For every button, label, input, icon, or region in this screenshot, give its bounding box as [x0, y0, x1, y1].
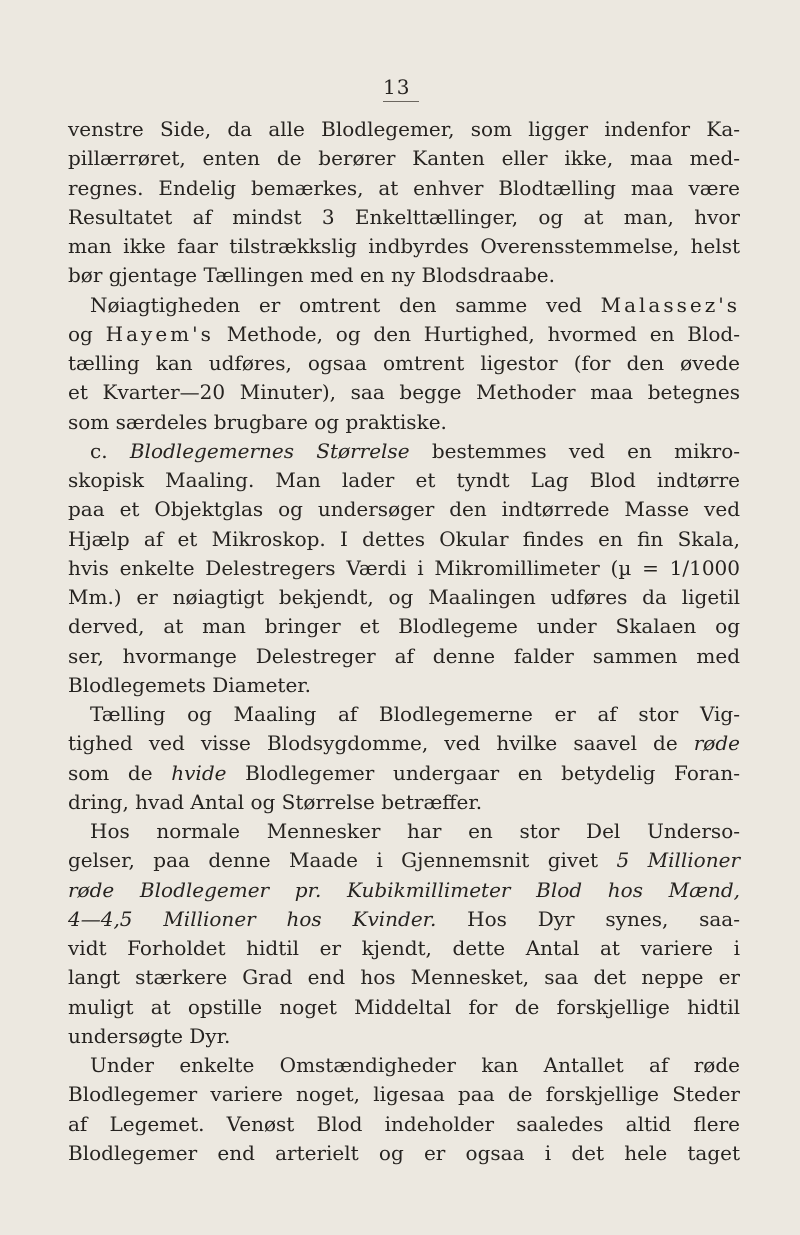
text-segment: Hos normale Mennesker har en stor Del Underso- [90, 819, 740, 843]
text-segment: Blodlegemer end arterielt og er ogsaa i det hele taget [68, 1140, 740, 1165]
emphasis-text: hvide [171, 760, 227, 785]
text-line [68, 349, 740, 378]
text-segment: Blodlegemer undergaar en betydelig Foran- [226, 760, 740, 785]
spaced-name: Malassez's [600, 292, 740, 317]
text-line [68, 963, 740, 992]
text-segment: Hos Dyr synes, saa- [436, 906, 740, 931]
text-segment: af Legemet. Venøst Blod indeholder saaledes altid flere [68, 1111, 740, 1136]
text-segment: Blodlegemer variere noget, ligesaa paa de forskjellige Steder [68, 1082, 740, 1107]
text-segment: og [68, 321, 106, 346]
emphasis-text: Blodlegemernes Størrelse [129, 438, 410, 463]
text-segment: derved, at man bringer et Blodlegeme under Skalaen og [68, 614, 740, 639]
text-segment: paa et Objektglas og undersøger den indtørrede Masse ved [68, 497, 740, 522]
text-segment: ser, hvormange Delestreger af denne falder sammen med [68, 643, 740, 668]
text-line [68, 1080, 740, 1109]
text-line [68, 993, 740, 1022]
text-segment: venstre Side, da alle Blodlegemer, som ligger indenfor Ka- [68, 117, 740, 141]
text-segment: bør gjentage Tællingen med en ny Blodsdraabe. [68, 263, 555, 288]
emphasis-text: røde Blodlegemer pr. Kubikmillimeter Blod hos Mænd, [68, 877, 740, 902]
text-line [68, 466, 740, 495]
text-segment: c. [90, 438, 130, 463]
text-line [68, 174, 740, 203]
text-line [68, 203, 740, 232]
text-segment: pillærrøret, enten de berører Kanten eller ikke, maa med- [68, 146, 740, 171]
text-segment: tælling kan udføres, ogsaa omtrent ligestor (for den øvede [68, 351, 740, 375]
text-line [68, 612, 740, 641]
text-segment: dring, hvad Antal og Størrelse betræffer. [68, 789, 483, 814]
text-segment: som de [68, 760, 172, 785]
text-segment: hvis enkelte Delestregers Værdi i Mikromillimeter (µ = 1/1000 [68, 555, 740, 580]
text-segment: Under enkelte Omstændigheder kan Antallet af røde [90, 1053, 740, 1077]
text-line [68, 232, 740, 261]
text-segment: skopisk Maaling. Man lader et tyndt Lag Blod indtørre [68, 468, 740, 492]
text-line [68, 583, 740, 612]
text-segment: man ikke faar tilstrækkslig indbyrdes Overensstemmelse, helst [68, 234, 740, 258]
text-line [68, 817, 740, 846]
text-line [68, 846, 740, 875]
emphasis-text: røde [693, 731, 740, 756]
text-line [68, 1139, 740, 1168]
text-line [68, 144, 740, 173]
text-segment: Mm.) er nøiagtigt bekjendt, og Maalingen udføres da ligetil [68, 585, 740, 609]
text-line [68, 378, 740, 407]
text-segment: bestemmes ved en mikro- [409, 438, 741, 463]
text-line [68, 876, 740, 905]
text-segment: som særdeles brugbare og praktiske. [68, 409, 447, 434]
text-segment: Resultatet af mindst 3 Enkelttællinger, og at man, hvor [68, 204, 740, 229]
text-line [68, 1110, 740, 1139]
text-line [68, 1051, 740, 1080]
emphasis-text: 4—4,5 Millioner hos Kvinder. [68, 906, 437, 931]
text-segment: Tælling og Maaling af Blodlegemerne er af stor Vig- [90, 702, 740, 726]
text-line [68, 1022, 740, 1051]
text-segment: gelser, paa denne Maade i Gjennemsnit givet [68, 848, 617, 873]
text-line [68, 408, 740, 437]
body-text [68, 115, 740, 1168]
text-segment: langt stærkere Grad end hos Mennesket, saa det neppe er [68, 965, 740, 990]
text-segment: Methode, og den Hurtighed, hvormed en Blod- [213, 321, 740, 346]
text-line [68, 642, 740, 671]
text-line [68, 291, 740, 320]
text-line [68, 554, 740, 583]
text-segment: undersøgte Dyr. [68, 1023, 231, 1048]
text-line [68, 115, 740, 144]
text-line [68, 437, 740, 466]
text-segment: Hjælp af et Mikroskop. I dettes Okular findes en fin Skala, [68, 526, 740, 551]
text-line [68, 700, 740, 729]
text-segment: tighed ved visse Blodsygdomme, ved hvilke saavel de [68, 731, 694, 756]
text-segment: vidt Forholdet hidtil er kjendt, dette Antal at variere i [68, 936, 740, 960]
text-segment: Blodlegemets Diameter. [68, 672, 312, 697]
text-segment: muligt at opstille noget Middeltal for de forskjellige hidtil [68, 994, 740, 1019]
text-line [68, 525, 740, 554]
text-line [68, 261, 740, 290]
text-line [68, 905, 740, 934]
text-segment: regnes. Endelig bemærkes, at enhver Blodtælling maa være [68, 175, 740, 200]
emphasis-text: 5 Millioner [616, 848, 740, 873]
text-segment: Nøiagtigheden er omtrent den samme ved [90, 292, 601, 317]
text-segment: et Kvarter—20 Minuter), saa begge Methoder maa betegnes [68, 380, 740, 405]
text-line [68, 671, 740, 700]
text-line [68, 495, 740, 524]
page-number: 13 [383, 75, 419, 102]
text-line [68, 759, 740, 788]
spaced-name: Hayem's [105, 321, 214, 346]
text-line [68, 788, 740, 817]
text-line [68, 320, 740, 349]
text-line [68, 934, 740, 963]
text-line [68, 729, 740, 758]
